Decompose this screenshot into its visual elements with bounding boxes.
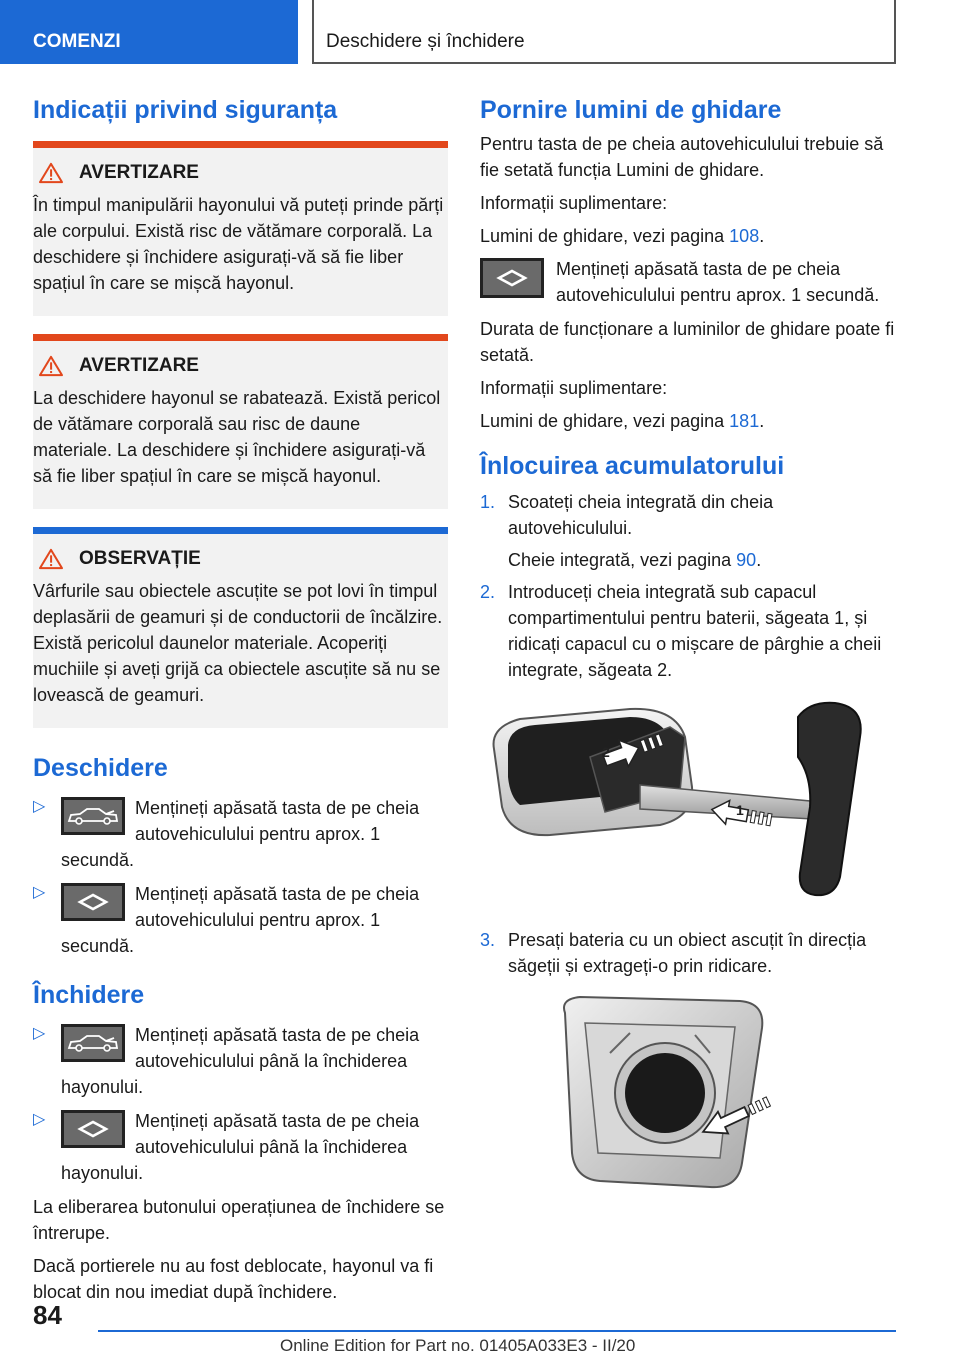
open-step-2: Mențineți apăsată tasta de pe cheia autovehiculului pentru aprox. 1 secundă. <box>61 884 420 956</box>
page-number: 84 <box>33 1300 62 1330</box>
diamond-key-icon <box>61 1110 125 1148</box>
key-removal-illustration <box>480 697 895 917</box>
bullet-marker: ▷ <box>33 798 46 815</box>
diamond-key-icon <box>480 258 544 298</box>
page-link-90[interactable]: 90 <box>736 550 757 570</box>
battery-title: Înlocuirea acumulatorului <box>480 452 785 480</box>
step-number: 3. <box>480 930 496 950</box>
step-number: 2. <box>480 582 496 602</box>
list-item <box>480 927 895 979</box>
page-link-181[interactable]: 181 <box>729 411 760 431</box>
bullet-marker: ▷ <box>33 1025 46 1042</box>
step-number: 1. <box>480 492 496 512</box>
left-column <box>33 96 448 1312</box>
battery-removal-illustration <box>480 993 895 1193</box>
close-note-2: Dacă portierele nu au fost deblocate, hayonul va fi blocat din nou imediat după închidere. <box>33 1256 434 1302</box>
arrow-label-2: 2 <box>602 744 610 760</box>
page-link-108[interactable]: 108 <box>729 226 760 246</box>
bullet-marker: ▷ <box>33 884 46 901</box>
close-step-1: Mențineți apăsată tasta de pe cheia autovehiculului până la închiderea hayonului. <box>61 1025 420 1097</box>
warning-icon <box>37 162 65 184</box>
warning-bar <box>33 141 448 148</box>
list-item <box>33 795 448 873</box>
open-title: Deschidere <box>33 754 168 782</box>
subsection-header: Deschidere și închidere <box>312 0 896 64</box>
warning-text: În timpul manipulării hayonului vă puteți prinde părți ale corpului. Există risc de vătămare corporală. La deschidere și închidere asigurați-vă să fie liber spațiul în care se mișcă hayonul. <box>33 195 444 293</box>
bullet-marker: ▷ <box>33 1111 46 1128</box>
caution-icon <box>37 548 65 570</box>
cross-reference: Lumini de ghidare, vezi pagina 108. <box>480 226 765 246</box>
warning-text: La deschidere hayonul se rabatează. Există pericol de vătămare corporală sau risc de daune materiale. La deschidere și închidere asigurați-vă să fie liber spațiul în care se mișcă hayonul. <box>33 388 441 486</box>
list-item <box>480 579 895 683</box>
battery-step-1: Scoateți cheia integrată din cheia autovehiculului. <box>508 492 774 538</box>
car-tailgate-key-icon <box>61 1024 125 1062</box>
warning-icon <box>37 355 65 377</box>
guide-lights-step <box>480 256 895 308</box>
battery-step-2: Introduceți cheia integrată sub capacul compartimentului pentru baterii, săgeata 1, și ridicați capacul cu o mișcare de pârghie a cheii integrate, săgeata 2. <box>508 582 882 680</box>
car-tailgate-key-icon <box>61 797 125 835</box>
guide-lights-intro: Pentru tasta de pe cheia autovehiculului trebuie să fie setată funcția Lumini de ghidare. <box>480 134 884 180</box>
cross-reference: Lumini de ghidare, vezi pagina 181. <box>480 411 765 431</box>
duration-text: Durata de funcționare a luminilor de ghidare poate fi setată. <box>480 319 895 365</box>
warning-title: AVERTIZARE <box>33 162 448 184</box>
more-info-label: Informații suplimentare: <box>480 193 668 213</box>
warning-box-1 <box>33 141 448 316</box>
list-item <box>480 489 895 573</box>
warning-bar <box>33 334 448 341</box>
more-info-label: Informații suplimentare: <box>480 378 668 398</box>
close-note-1: La eliberarea butonului operațiunea de închidere se întrerupe. <box>33 1197 445 1243</box>
diamond-key-icon <box>61 883 125 921</box>
chapter-tab: COMENZI <box>0 0 298 64</box>
safety-title: Indicații privind siguranța <box>33 96 338 124</box>
open-step-1: Mențineți apăsată tasta de pe cheia autovehiculului pentru aprox. 1 secundă. <box>61 798 420 870</box>
note-text: Vârfurile sau obiectele ascuțite se pot lovi în timpul deplasării de geamuri și de conductorii de încălzire. Există pericolul daunelor materiale. Acoperiți muchiile și aveți grijă ca obiectele ascuțite să nu se lovească de geamuri. <box>33 581 443 705</box>
warning-box-2 <box>33 334 448 509</box>
list-item <box>33 1022 448 1100</box>
cross-reference: Cheie integrată, vezi pagina 90. <box>508 550 762 570</box>
list-item <box>33 1108 448 1186</box>
close-step-2: Mențineți apăsată tasta de pe cheia autovehiculului până la închiderea hayonului. <box>61 1111 420 1183</box>
right-column <box>480 96 895 1193</box>
close-title: Închidere <box>33 981 145 1009</box>
footer-divider <box>98 1330 896 1332</box>
list-item <box>33 881 448 959</box>
note-title: OBSERVAȚIE <box>33 548 448 570</box>
edition-footer: Online Edition for Part no. 01405A033E3 - II/20 <box>280 1336 636 1355</box>
guide-lights-title: Pornire lumini de ghidare <box>480 96 782 124</box>
arrow-label-1: 1 <box>736 802 744 818</box>
note-box <box>33 527 448 728</box>
battery-step-3: Presați bateria cu un obiect ascuțit în direcția săgeții și extrageți-o prin ridicare. <box>508 930 867 976</box>
note-bar <box>33 527 448 534</box>
guide-lights-step-text: Mențineți apăsată tasta de pe cheia autovehiculului pentru aprox. 1 secundă. <box>556 259 880 305</box>
warning-title: AVERTIZARE <box>33 355 448 377</box>
